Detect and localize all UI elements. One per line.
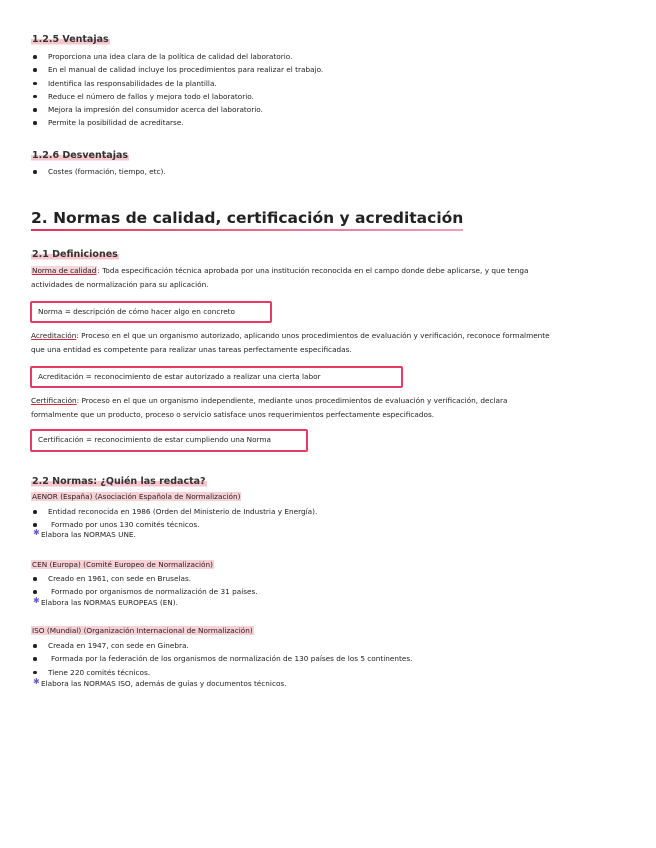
bullet-icon xyxy=(33,95,37,99)
bullet-icon xyxy=(33,55,37,59)
certificacion-definition: Certificación: Proceso en el que un organismo independiente, mediante unos procedimientos de evaluación y verificación, declara formalmente que un producto, proceso o servicio satisface unos requerimientos perfectamente especificados. xyxy=(31,396,508,419)
certificacion-term: Certificación xyxy=(31,396,77,405)
bullet-icon xyxy=(33,671,37,675)
bullet-icon xyxy=(33,644,37,648)
acreditacion-summary-box: Acreditación = reconocimiento de estar autorizado a realizar una cierta labor xyxy=(30,366,403,388)
star-icon: ✱ xyxy=(33,677,40,686)
bullet-icon xyxy=(33,82,37,86)
norma-summary-box: Norma = descripción de cómo hacer algo en concreto xyxy=(30,301,272,323)
certificacion-summary-box: Certificación = reconocimiento de estar cumpliendo una Norma xyxy=(30,429,308,452)
cen-title: CEN (Europa) (Comité Europeo de Normalización) xyxy=(32,560,213,569)
bullet-icon xyxy=(33,590,37,594)
ventajas-heading: 1.2.5 Ventajas xyxy=(32,34,109,45)
bullet-icon xyxy=(33,108,37,112)
iso-title: ISO (Mundial) (Organización Internacional de Normalización) xyxy=(32,626,253,635)
bullet-icon xyxy=(33,121,37,125)
bullet-icon xyxy=(33,170,37,174)
desventajas-heading: 1.2.6 Desventajas xyxy=(32,150,129,161)
bullet-icon xyxy=(33,68,37,72)
acreditacion-definition: Acreditación: Proceso en el que un organismo autorizado, aplicando unos procedimientos de evaluación y verificación, reconoce formalmente que una entidad es competente para realizar unas tareas perfectamente especificadas. xyxy=(31,331,550,354)
norma-term: Norma de calidad xyxy=(32,266,97,275)
bullet-icon xyxy=(33,577,37,581)
section-title: 2. Normas de calidad, certificación y acreditación xyxy=(31,209,463,231)
bullet-icon xyxy=(33,523,37,527)
star-icon: ✱ xyxy=(33,596,40,605)
star-icon: ✱ xyxy=(33,528,40,537)
bullet-icon xyxy=(33,657,37,661)
bullet-icon xyxy=(33,510,37,514)
document-page: 1.2.5 Ventajas Proporciona una idea clara de la política de calidad del laboratorio. En el manual de calidad incluye los procedimientos para realizar el trabajo. Identifica las responsabilidades de la plantilla. Reduce el número de fallos y mejora todo el laboratorio. Mejora la impresión del consumidor acerca del laboratorio. Permite la posibilidad de acreditarse. 1.2.6 Desventajas Costes (formación, tiempo, etc). 2. Normas de calidad, certificación y acreditación 2.1 Definiciones Norma de calidad: Toda especificación técnica aprobada por una institución reconocida en el campo donde debe aplicarse, y que tenga actividades de normalización para su aplicación. Norma = descripción de cómo hacer algo en concreto Acreditación: Proceso en el que un organismo autorizado, aplicando unos procedimientos de evaluación y verificación, reconoce formalmente que una entidad es competente para realizar unas tareas perfectamente especificadas. Acreditación = reconocimiento de estar autorizado a realizar una cierta labor Certificación: Proceso en el que un organismo independiente, mediante unos procedimientos de evaluación y verificación, declara formalmente que un producto, proceso o servicio satisface unos requerimientos perfectamente especificados. Certificación = reconocimiento de estar cumpliendo una Norma 2.2 Normas: ¿Quién las redacta? AENOR (España) (Asociación Española de Normalización) Entidad reconocida en 1986 (Orden del Ministerio de Industria y Energía). Formado por unos 130 comités técnicos. ✱ Elabora las NORMAS UNE. CEN (Europa) (Comité Europeo de Normalización) Creado en 1961, con sede en Bruselas. Formado por organismos de normalización de 31 países. ✱ Elabora las NORMAS EUROPEAS (EN). ISO (Mundial) (Organización Internacional de Normalización) Creada en 1947, con sede en Ginebra. Formada por la federación de los organismos de normalización de 130 países de los 5 continentes. Tiene 220 comités técnicos. ✱ Elabora las NORMAS ISO, además de guías y documentos técnicos. xyxy=(0,0,656,848)
normas-heading: 2.2 Normas: ¿Quién las redacta? xyxy=(32,476,206,487)
definiciones-heading: 2.1 Definiciones xyxy=(32,249,118,260)
acreditacion-term: Acreditación xyxy=(31,331,77,340)
aenor-title: AENOR (España) (Asociación Española de Normalización) xyxy=(32,492,241,501)
norma-definition: Norma de calidad: Toda especificación técnica aprobada por una institución reconocida en el campo donde debe aplicarse, y que tenga actividades de normalización para su aplicación. xyxy=(31,266,529,289)
